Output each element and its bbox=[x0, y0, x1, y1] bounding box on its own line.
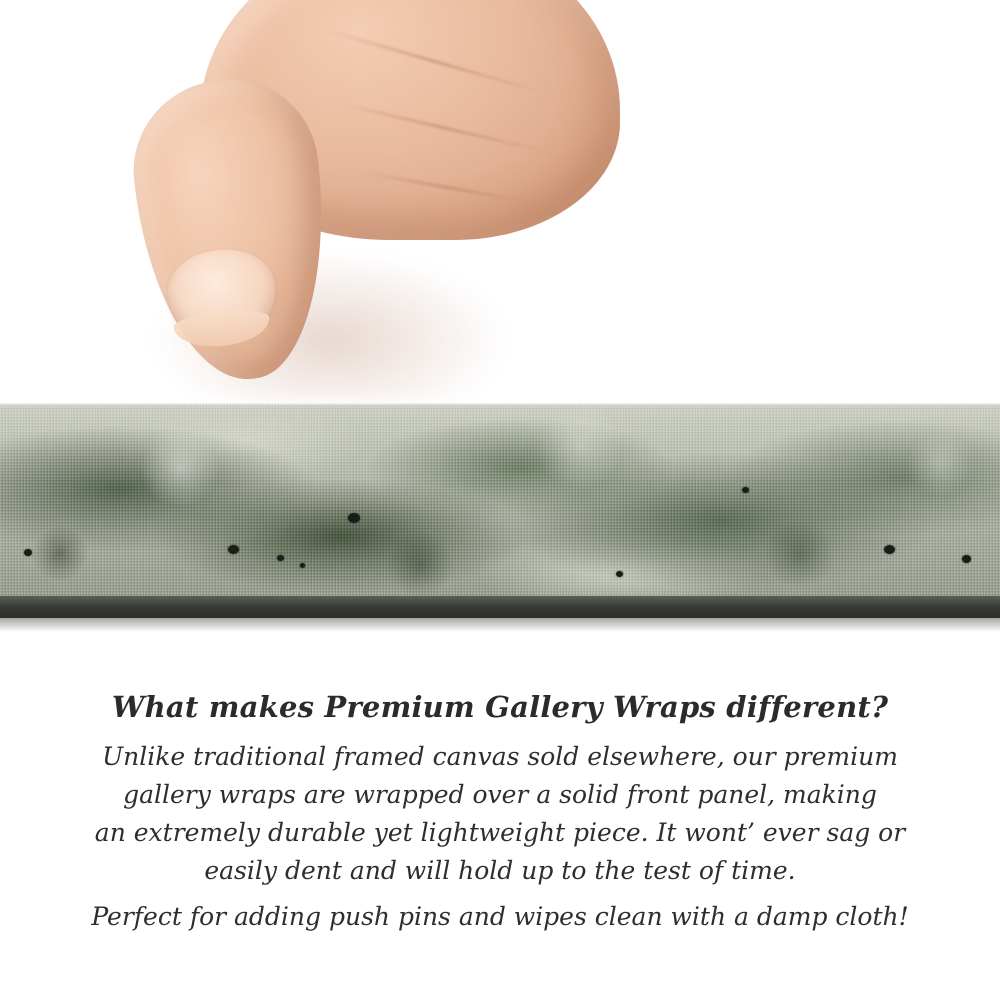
caption-line: easily dent and will hold up to the test of time. bbox=[204, 856, 796, 885]
canvas-speck bbox=[742, 487, 749, 493]
canvas-speck bbox=[884, 545, 895, 554]
caption-line: gallery wraps are wrapped over a solid front panel, making bbox=[123, 780, 877, 809]
canvas-edge-strip bbox=[0, 403, 1000, 618]
hand-photo-area bbox=[0, 0, 1000, 405]
canvas-speck bbox=[348, 513, 360, 523]
canvas-weave-pattern bbox=[0, 403, 1000, 618]
caption-line: an extremely durable yet lightweight piece. It wont’ ever sag or bbox=[94, 818, 906, 847]
caption-block bbox=[0, 690, 1000, 936]
canvas-speck bbox=[300, 563, 305, 568]
caption-body bbox=[0, 738, 1000, 936]
hand bbox=[130, 0, 600, 405]
caption-closing-line: Perfect for adding push pins and wipes clean with a damp cloth! bbox=[91, 902, 909, 931]
canvas-speck bbox=[24, 549, 32, 556]
canvas-top-highlight bbox=[0, 403, 1000, 406]
canvas-speck bbox=[277, 555, 284, 561]
canvas-drop-shadow bbox=[0, 618, 1000, 632]
caption-title: What makes Premium Gallery Wraps different? bbox=[111, 690, 889, 724]
canvas-edge-shadow-band bbox=[0, 596, 1000, 618]
canvas-speck bbox=[228, 545, 239, 554]
caption-line: Unlike traditional framed canvas sold elsewhere, our premium bbox=[102, 742, 898, 771]
canvas-speck bbox=[616, 571, 623, 577]
canvas-speck bbox=[962, 555, 971, 563]
